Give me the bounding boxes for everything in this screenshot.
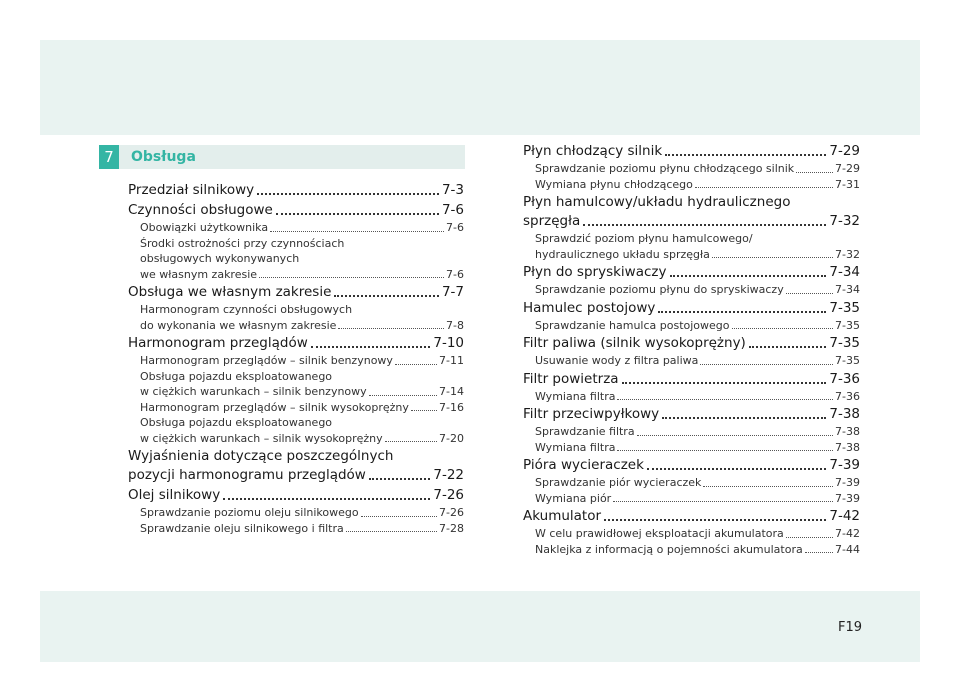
toc-subentry-line: obsługowych wykonywanych bbox=[140, 252, 300, 265]
leader-dots bbox=[617, 398, 833, 400]
toc-entry-title[interactable] bbox=[523, 334, 860, 353]
toc-subentry-row bbox=[140, 267, 464, 283]
toc-entry-title[interactable] bbox=[523, 193, 860, 231]
toc-page-number: 7-6 bbox=[441, 202, 464, 218]
toc-subentry-row bbox=[535, 424, 860, 440]
toc-title-text: Płyn do spryskiwaczy bbox=[523, 264, 667, 280]
toc-subentry-row bbox=[535, 389, 860, 405]
leader-dots bbox=[647, 467, 826, 470]
toc-subentry-row bbox=[535, 475, 860, 491]
toc-subentry-page: 7-38 bbox=[835, 425, 860, 438]
toc-subentry-page: 7-8 bbox=[446, 318, 464, 332]
leader-dots bbox=[703, 485, 833, 487]
toc-subentry-page: 7-35 bbox=[835, 354, 860, 367]
toc-title-text: Pióra wycieraczek bbox=[523, 457, 644, 473]
toc-entry-title[interactable] bbox=[523, 456, 860, 475]
toc-subentry[interactable] bbox=[128, 302, 464, 333]
toc-entry[interactable] bbox=[128, 447, 464, 485]
toc-entry-title[interactable] bbox=[523, 370, 860, 389]
leader-dots bbox=[385, 440, 437, 442]
toc-subentry-text: Naklejka z informacją o pojemności akumulatora bbox=[535, 542, 803, 556]
toc-subentry[interactable] bbox=[523, 282, 860, 298]
leader-dots bbox=[338, 327, 444, 329]
chapter-number: 7 bbox=[99, 145, 119, 169]
toc-entry-title[interactable] bbox=[523, 263, 860, 282]
toc-subentry[interactable] bbox=[523, 424, 860, 440]
toc-title-text: Filtr powietrza bbox=[523, 370, 619, 387]
toc-entry[interactable] bbox=[128, 181, 464, 200]
toc-entry[interactable] bbox=[523, 370, 860, 405]
bottom-band bbox=[40, 591, 920, 662]
leader-dots bbox=[670, 274, 827, 277]
toc-title-text: Obsługa we własnym zakresie bbox=[128, 284, 332, 300]
toc-subentry-page: 7-11 bbox=[439, 354, 464, 367]
toc-subentry[interactable] bbox=[128, 400, 464, 416]
toc-subentry-text: w ciężkich warunkach – silnik benzynowy bbox=[140, 385, 367, 398]
leader-dots bbox=[749, 345, 827, 348]
toc-subentry[interactable] bbox=[523, 177, 860, 193]
toc-subentry-page: 7-42 bbox=[835, 527, 860, 540]
toc-title-text: Przedział silnikowy bbox=[128, 182, 255, 198]
toc-subentry-row bbox=[140, 431, 464, 447]
toc-subentry-text: Sprawdzanie poziomu oleju silnikowego bbox=[140, 506, 359, 519]
toc-entry[interactable] bbox=[128, 201, 464, 282]
toc-subentry-text: Wymiana piór bbox=[535, 491, 612, 505]
toc-entry[interactable] bbox=[128, 486, 464, 536]
toc-subentry-page: 7-34 bbox=[835, 283, 860, 296]
toc-title-text: Filtr paliwa (silnik wysokoprężny) bbox=[523, 335, 746, 351]
toc-subentry-text: w ciężkich warunkach – silnik wysokoprężny bbox=[140, 431, 383, 445]
leader-dots bbox=[786, 536, 833, 538]
leader-dots bbox=[617, 449, 833, 451]
toc-subentry-text: Sprawdzanie hamulca postojowego bbox=[535, 318, 730, 332]
leader-dots bbox=[583, 223, 826, 226]
toc-title-text: pozycji harmonogramu przeglądów bbox=[128, 467, 366, 483]
chapter-header bbox=[99, 145, 465, 169]
toc-subentry[interactable] bbox=[128, 236, 464, 283]
toc-subentry-page: 7-26 bbox=[439, 506, 464, 519]
leader-dots bbox=[662, 416, 826, 419]
toc-subentry-row bbox=[140, 220, 464, 236]
toc-subentry-text: Sprawdzanie piór wycieraczek bbox=[535, 476, 702, 489]
chapter-title: Obsługa bbox=[131, 149, 196, 165]
leader-dots bbox=[665, 153, 826, 156]
toc-title-text: Czynności obsługowe bbox=[128, 202, 273, 218]
toc-entry[interactable] bbox=[523, 507, 860, 557]
leader-dots bbox=[805, 551, 833, 553]
toc-entry-title[interactable] bbox=[523, 142, 860, 161]
toc-subentry[interactable] bbox=[128, 353, 464, 369]
toc-entry[interactable] bbox=[128, 283, 464, 333]
toc-subentry-text: Sprawdzanie poziomu płynu do spryskiwaczy bbox=[535, 283, 784, 296]
toc-subentry-line: Sprawdzić poziom płynu hamulcowego/ bbox=[535, 232, 753, 245]
toc-subentry-text: hydraulicznego układu sprzęgła bbox=[535, 247, 710, 261]
toc-subentry-page: 7-38 bbox=[835, 440, 860, 454]
toc-subentry-text: Harmonogram przeglądów – silnik wysokoprężny bbox=[140, 400, 409, 414]
toc-entry-title[interactable] bbox=[128, 181, 464, 200]
toc-subentry-page: 7-20 bbox=[439, 431, 464, 445]
leader-dots bbox=[369, 477, 431, 480]
toc-entry-title[interactable] bbox=[128, 283, 464, 302]
toc-subentry-page: 7-39 bbox=[835, 476, 860, 489]
toc-subentry-row bbox=[535, 526, 860, 542]
toc-subentry[interactable] bbox=[128, 369, 464, 400]
leader-dots bbox=[361, 515, 437, 517]
toc-entry[interactable] bbox=[523, 193, 860, 262]
toc-subentry-row bbox=[535, 247, 860, 263]
toc-subentry-row bbox=[535, 440, 860, 456]
toc-subentry-page: 7-16 bbox=[439, 400, 464, 414]
toc-page-number: 7-10 bbox=[433, 335, 464, 351]
toc-subentry-line: Harmonogram czynności obsługowych bbox=[140, 303, 353, 316]
toc-subentry-text: Harmonogram przeglądów – silnik benzynowy bbox=[140, 354, 393, 367]
toc-entry[interactable] bbox=[128, 334, 464, 446]
toc-subentry-text: Wymiana płynu chłodzącego bbox=[535, 177, 693, 191]
toc-entry[interactable] bbox=[523, 334, 860, 369]
leader-dots bbox=[395, 363, 437, 365]
toc-subentry-page: 7-6 bbox=[446, 267, 464, 281]
toc-subentry[interactable] bbox=[128, 521, 464, 537]
page-number: F19 bbox=[837, 620, 862, 635]
toc-subentry-line: Środki ostrożności przy czynnościach bbox=[140, 236, 345, 250]
toc-page-number: 7-42 bbox=[829, 508, 860, 524]
toc-subentry[interactable] bbox=[128, 505, 464, 521]
toc-entry[interactable] bbox=[523, 405, 860, 455]
toc-page-number: 7-22 bbox=[433, 467, 464, 483]
toc-subentry[interactable] bbox=[523, 542, 860, 558]
leader-dots bbox=[700, 363, 833, 365]
toc-subentry-line: Obsługa pojazdu eksploatowanego bbox=[140, 416, 333, 429]
toc-subentry-page: 7-44 bbox=[835, 542, 860, 556]
leader-dots bbox=[334, 294, 439, 297]
toc-subentry-text: Sprawdzanie poziomu płynu chłodzącego silnik bbox=[535, 162, 795, 175]
toc-subentry[interactable] bbox=[128, 220, 464, 236]
toc-subentry-page: 7-36 bbox=[835, 389, 860, 403]
leader-dots bbox=[712, 256, 833, 258]
toc-title-line: Wyjaśnienia dotyczące poszczególnych bbox=[128, 448, 394, 464]
toc-subentry-row bbox=[535, 353, 860, 369]
leader-dots bbox=[786, 292, 833, 294]
toc-title-text: Płyn chłodzący silnik bbox=[523, 143, 663, 159]
leader-dots bbox=[276, 212, 439, 215]
leader-dots bbox=[695, 186, 833, 188]
toc-subentry-page: 7-6 bbox=[446, 221, 464, 234]
toc-entry[interactable] bbox=[523, 456, 860, 506]
toc-subentry-page: 7-32 bbox=[835, 247, 860, 261]
toc-page-number: 7-38 bbox=[829, 406, 860, 422]
toc-entry-title[interactable] bbox=[128, 486, 464, 505]
toc-page-number: 7-7 bbox=[441, 284, 464, 300]
leader-dots bbox=[369, 394, 437, 396]
toc-subentry-text: Sprawdzanie filtra bbox=[535, 425, 635, 438]
toc-subentry-row bbox=[535, 177, 860, 193]
toc-subentry-text: we własnym zakresie bbox=[140, 267, 258, 281]
toc-subentry-row bbox=[535, 542, 860, 558]
leader-dots bbox=[259, 276, 444, 278]
leader-dots bbox=[732, 327, 834, 329]
toc-subentry-page: 7-31 bbox=[835, 177, 860, 191]
leader-dots bbox=[604, 518, 826, 521]
toc-entry-title[interactable] bbox=[523, 299, 860, 318]
toc-subentry[interactable] bbox=[523, 389, 860, 405]
toc-subentry-row bbox=[140, 400, 464, 416]
toc-subentry-text: Wymiana filtra bbox=[535, 440, 616, 454]
toc-title-line bbox=[523, 212, 860, 231]
toc-title-text: Hamulec postojowy bbox=[523, 299, 656, 316]
toc-entry[interactable] bbox=[523, 142, 860, 192]
toc-subentry-line: Obsługa pojazdu eksploatowanego bbox=[140, 369, 333, 383]
toc-subentry-row bbox=[140, 384, 464, 400]
toc-subentry[interactable] bbox=[523, 440, 860, 456]
toc-subentry-row bbox=[535, 491, 860, 507]
toc-entry-title[interactable] bbox=[523, 405, 860, 424]
toc-title-line bbox=[128, 466, 464, 485]
top-band bbox=[40, 40, 920, 135]
toc-page-number: 7-34 bbox=[829, 264, 860, 280]
toc-subentry-row bbox=[140, 521, 464, 537]
toc-subentry-page: 7-39 bbox=[835, 491, 860, 505]
toc-subentry[interactable] bbox=[523, 491, 860, 507]
leader-dots bbox=[270, 230, 444, 232]
toc-subentry-row bbox=[535, 161, 860, 177]
toc-title-text: Olej silnikowy bbox=[128, 487, 221, 503]
toc-subentry-page: 7-14 bbox=[439, 385, 464, 398]
toc-subentry[interactable] bbox=[523, 353, 860, 369]
toc-subentry[interactable] bbox=[523, 318, 860, 334]
toc-page-number: 7-35 bbox=[829, 299, 860, 316]
toc-subentry-page: 7-28 bbox=[439, 521, 464, 535]
toc-subentry[interactable] bbox=[523, 231, 860, 262]
toc-page-number: 7-36 bbox=[829, 370, 860, 387]
toc-title-text: Filtr przeciwpyłkowy bbox=[523, 406, 660, 422]
leader-dots bbox=[796, 171, 833, 173]
toc-title-line: Płyn hamulcowy/układu hydraulicznego bbox=[523, 194, 791, 210]
toc-page-number: 7-32 bbox=[829, 213, 860, 229]
leader-dots bbox=[658, 310, 826, 313]
toc-subentry-text: Obowiązki użytkownika bbox=[140, 221, 269, 234]
toc-entry[interactable] bbox=[523, 299, 860, 334]
toc-subentry[interactable] bbox=[523, 526, 860, 542]
toc-page-number: 7-3 bbox=[441, 182, 464, 198]
leader-dots bbox=[346, 530, 437, 532]
toc-subentry-text: Usuwanie wody z filtra paliwa bbox=[535, 354, 699, 367]
leader-dots bbox=[613, 500, 833, 502]
toc-title-text: sprzęgła bbox=[523, 213, 581, 229]
toc-title-text: Harmonogram przeglądów bbox=[128, 335, 308, 351]
toc-subentry[interactable] bbox=[128, 415, 464, 446]
toc-subentry-text: Sprawdzanie oleju silnikowego i filtra bbox=[140, 521, 344, 535]
toc-title-text: Akumulator bbox=[523, 508, 602, 524]
leader-dots bbox=[223, 497, 430, 500]
toc-subentry[interactable] bbox=[523, 161, 860, 177]
leader-dots bbox=[411, 409, 437, 411]
toc-subentry-text: do wykonania we własnym zakresie bbox=[140, 318, 337, 332]
toc-subentry-text: Wymiana filtra bbox=[535, 389, 616, 403]
toc-subentry-row bbox=[535, 282, 860, 298]
leader-dots bbox=[622, 381, 827, 384]
toc-entry-title[interactable] bbox=[523, 507, 860, 526]
toc-subentry-row bbox=[140, 353, 464, 369]
toc-subentry-text: W celu prawidłowej eksploatacji akumulatora bbox=[535, 527, 784, 540]
leader-dots bbox=[311, 345, 431, 348]
toc-page-number: 7-35 bbox=[829, 335, 860, 351]
toc-subentry-row bbox=[535, 318, 860, 334]
toc-subentry-page: 7-29 bbox=[835, 162, 860, 175]
toc-page-number: 7-26 bbox=[433, 487, 464, 503]
leader-dots bbox=[257, 192, 439, 195]
toc-entry-title[interactable] bbox=[128, 201, 464, 220]
leader-dots bbox=[637, 434, 833, 436]
toc-right-column bbox=[523, 142, 860, 558]
toc-subentry-row bbox=[140, 318, 464, 334]
toc-subentry-row bbox=[140, 505, 464, 521]
toc-entry-title[interactable] bbox=[128, 334, 464, 353]
toc-subentry[interactable] bbox=[523, 475, 860, 491]
toc-subentry-page: 7-35 bbox=[835, 318, 860, 332]
toc-entry[interactable] bbox=[523, 263, 860, 298]
toc-page-number: 7-29 bbox=[829, 143, 860, 159]
toc-left-column bbox=[128, 181, 464, 537]
toc-page-number: 7-39 bbox=[829, 457, 860, 473]
toc-entry-title[interactable] bbox=[128, 447, 464, 485]
